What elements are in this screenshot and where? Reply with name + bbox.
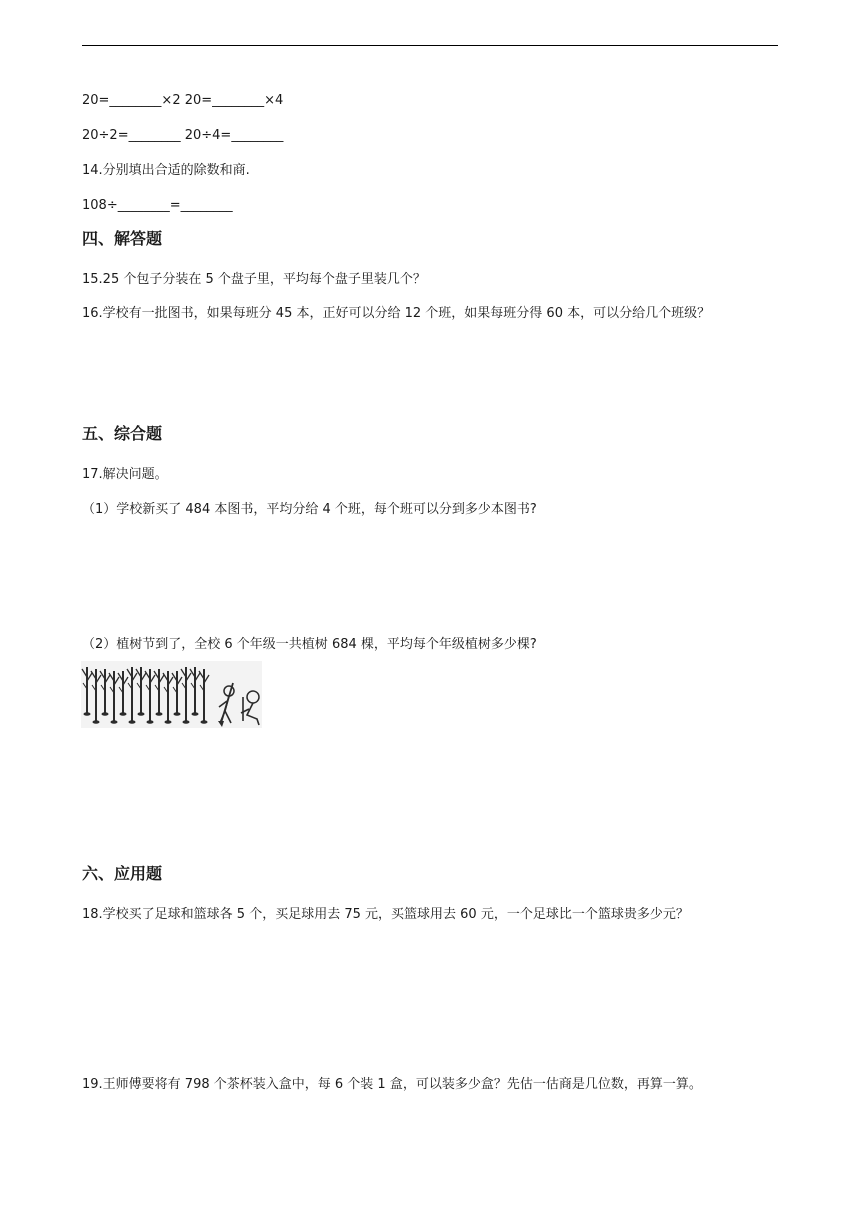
section-heading-comprehensive: 五、综合题 [82, 424, 163, 443]
sapling-mound [201, 720, 208, 724]
question-15: 15.25 个包子分装在 5 个盘子里，平均每个盘子里装几个？ [82, 272, 426, 287]
fill-line-division: 20÷2=________ 20÷4=________ [82, 128, 284, 143]
question-14-expression: 108÷________=________ [82, 198, 233, 213]
sapling-mound [93, 720, 100, 724]
sapling-mound [84, 712, 91, 716]
header-rule [82, 45, 778, 46]
question-17: 17.解决问题。 [82, 467, 168, 482]
sapling-mound [156, 712, 163, 716]
sapling-mound [192, 712, 199, 716]
sapling-mound [138, 712, 145, 716]
shovel-handle [221, 683, 233, 723]
sapling-mound [129, 720, 136, 724]
question-17-part-2: （2）植树节到了，全校 6 个年级一共植树 684 棵，平均每个年级植树多少棵? [82, 637, 537, 652]
shovel-blade [218, 721, 224, 727]
sapling-mound [120, 712, 127, 716]
tree-planting-illustration [81, 661, 262, 728]
child-head [247, 691, 259, 703]
fill-line-multiplication: 20=________×2 20=________×4 [82, 93, 284, 108]
question-18: 18.学校买了足球和篮球各 5 个，买足球用去 75 元，买篮球用去 60 元，一个足球比一个篮球贵多少元？ [82, 907, 689, 922]
question-14: 14.分别填出合适的除数和商. [82, 163, 250, 178]
sapling-mound [183, 720, 190, 724]
question-17-part-1: （1）学校新买了 484 本图书，平均分给 4 个班，每个班可以分到多少本图书? [82, 502, 537, 517]
sapling-mound [174, 712, 181, 716]
sapling-mound [102, 712, 109, 716]
sapling-mound [111, 720, 118, 724]
question-19: 19.王师傅要将有 798 个茶杯装入盒中，每 6 个装 1 盒，可以装多少盒？先估一估商是几位数，再算一算。 [82, 1077, 702, 1092]
sapling-mound [165, 720, 172, 724]
tree-planting-icon [81, 661, 262, 728]
question-16: 16.学校有一批图书，如果每班分 45 本，正好可以分给 12 个班，如果每班分得 60 本，可以分给几个班级？ [82, 306, 711, 321]
section-heading-application: 六、应用题 [82, 864, 163, 883]
sapling-mound [147, 720, 154, 724]
section-heading-answer: 四、解答题 [82, 229, 163, 248]
